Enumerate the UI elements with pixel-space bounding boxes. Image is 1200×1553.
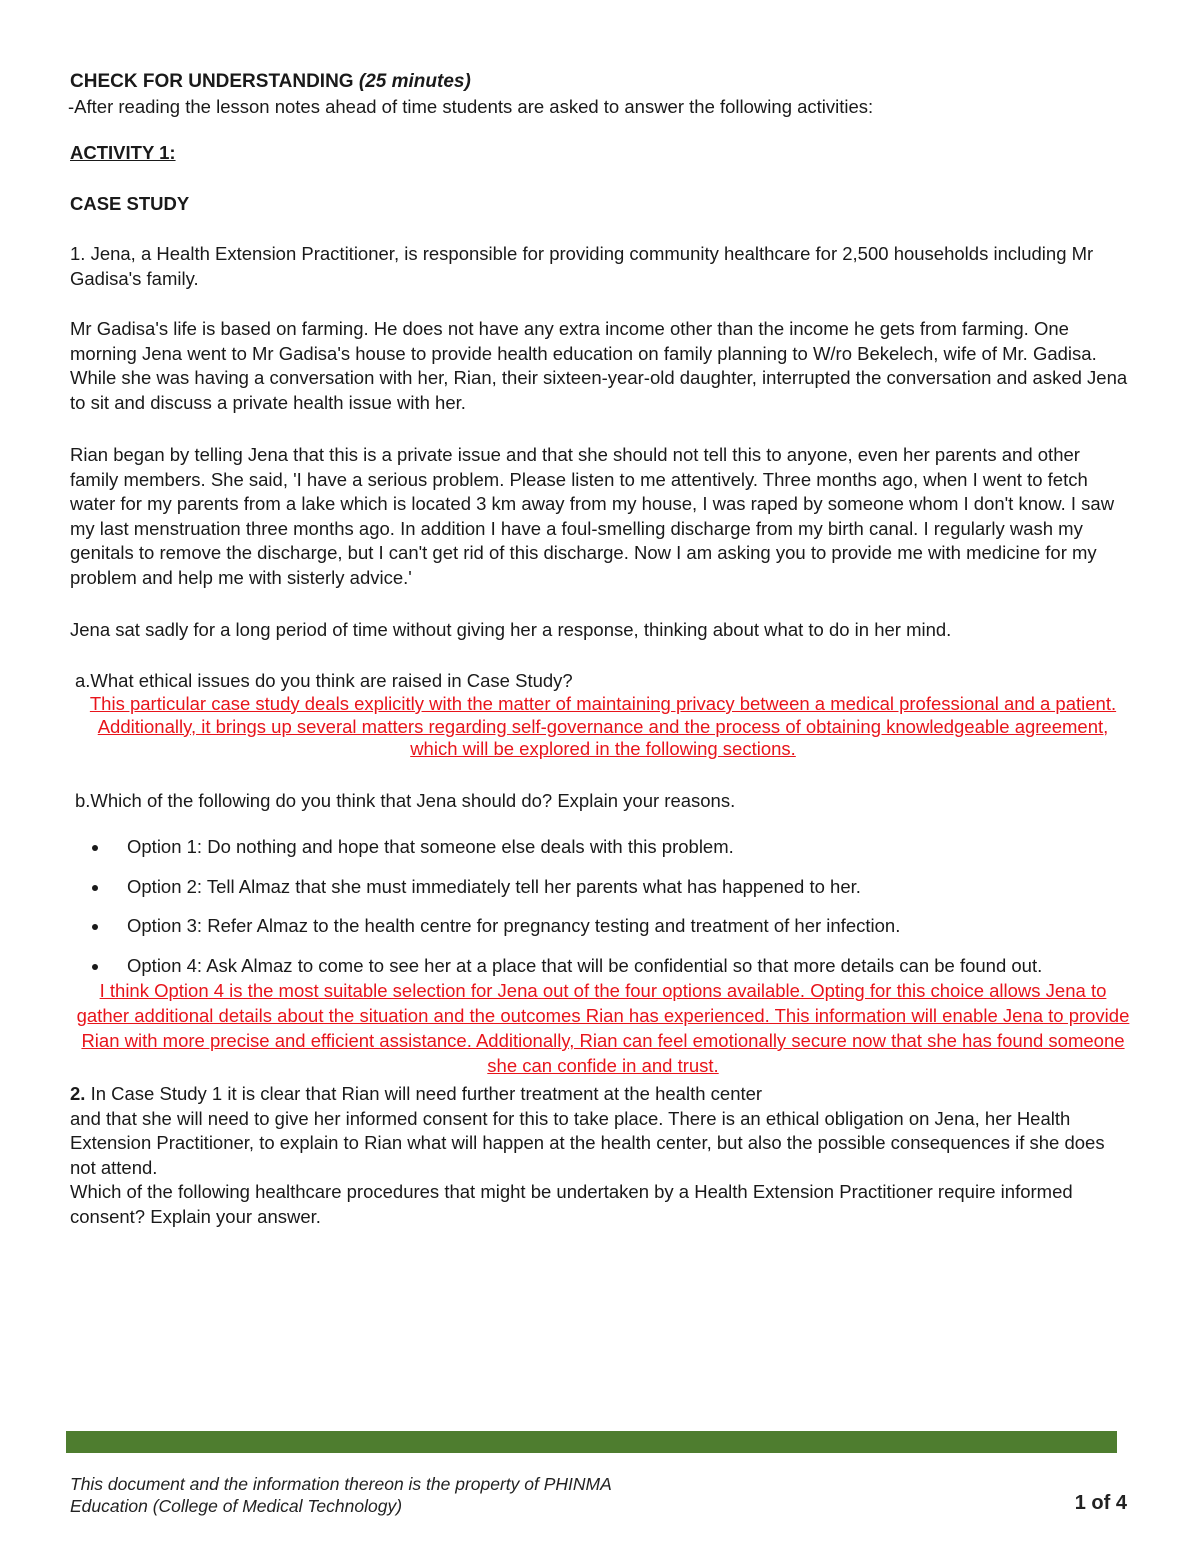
heading-duration: (25 minutes) bbox=[358, 71, 471, 92]
question-2-prompt: Which of the following healthcare procedures that might be undertaken by a Health Extension Practitioner require informed consent? Explain your answer. bbox=[70, 1181, 1073, 1227]
question-a: a.What ethical issues do you think are raised in Case Study? bbox=[75, 669, 573, 691]
question-2-body: and that she will need to give her informed consent for this to take place. There is an ethical obligation on Jena, her Health Extension Practitioner, to explain to Rian what will happen at the health center, but also the possible consequences if she does not attend. bbox=[70, 1107, 1105, 1178]
page-number: 1 of 4 bbox=[1074, 1492, 1127, 1514]
activity-title: ACTIVITY 1: bbox=[70, 142, 176, 163]
document-body bbox=[70, 70, 1130, 1229]
question-2-number: 2. bbox=[70, 1083, 86, 1104]
case-paragraph: Mr Gadisa's life is based on farming. He does not have any extra income other than the income he gets from farming. One morning Jena went to Mr Gadisa's house to provide health education on family planning to W/ro Bekelech, wife of Mr. Gadisa. While she was having a conversation with her, Rian, their sixteen-year-old daughter, interrupted the conversation and asked Jena to sit and discuss a private health issue with her. bbox=[70, 318, 1128, 413]
intro-text: -After reading the lesson notes ahead of time students are asked to answer the following activities: bbox=[68, 95, 874, 117]
option-item: Option 2: Tell Almaz that she must immediately tell her parents what has happened to her. bbox=[70, 875, 1130, 900]
case-paragraph: 1. Jena, a Health Extension Practitioner, is responsible for providing community healthcare for 2,500 households including Mr Gadisa's family. bbox=[70, 243, 1094, 289]
footer-line: This document and the information thereon is the property of PHINMA bbox=[70, 1474, 612, 1494]
answer-b: I think Option 4 is the most suitable selection for Jena out of the four options available. Opting for this choice allows Jena to gather additional details about the situation and the outcomes Rian has experienced. This information will enable Jena to provide Rian with more precise and efficient assistance. Additionally, Rian can feel emotionally secure now that she has found someone she can confide in and trust. bbox=[76, 980, 1130, 1076]
option-item: Option 1: Do nothing and hope that someone else deals with this problem. bbox=[70, 835, 1130, 860]
question-b: b.Which of the following do you think that Jena should do? Explain your reasons. bbox=[75, 789, 736, 811]
answer-a: This particular case study deals explicitly with the matter of maintaining privacy between a medical professional and a patient. Additionally, it brings up several matters regarding self-governance and the process of obtaining knowledgeable agreement, which will be explored in the following sections. bbox=[89, 693, 1117, 759]
footer-line: Education (College of Medical Technology) bbox=[70, 1496, 403, 1516]
question-2 bbox=[70, 1082, 1130, 1107]
footer-notice bbox=[70, 1473, 770, 1517]
question-2-line1: In Case Study 1 it is clear that Rian will need further treatment at the health center bbox=[85, 1083, 763, 1104]
case-paragraph: Rian began by telling Jena that this is a private issue and that she should not tell this to anyone, even her parents and other family members. She said, 'I have a serious problem. Please listen to me attentively. Three months ago, when I went to fetch water for my parents from a lake which is located 3 km away from my house, I was raped by someone whom I don't know. I saw my last menstruation three months ago. In addition I have a foul-smelling discharge from my birth canal. I regularly wash my genitals to remove the discharge, but I can't get rid of this discharge. Now I am asking you to provide me with medicine for my problem and help me with sisterly advice.' bbox=[70, 444, 1115, 588]
option-item: Option 4: Ask Almaz to come to see her at a place that will be confidential so that more details can be found out. bbox=[70, 954, 1130, 979]
heading-title: CHECK FOR UNDERSTANDING bbox=[70, 71, 354, 92]
case-study-title: CASE STUDY bbox=[70, 192, 190, 214]
section-heading bbox=[70, 70, 1130, 95]
case-paragraph: Jena sat sadly for a long period of time without giving her a response, thinking about what to do in her mind. bbox=[70, 619, 952, 640]
footer-bar bbox=[66, 1431, 1117, 1453]
options-list bbox=[70, 835, 1130, 978]
option-item: Option 3: Refer Almaz to the health centre for pregnancy testing and treatment of her infection. bbox=[70, 914, 1130, 939]
